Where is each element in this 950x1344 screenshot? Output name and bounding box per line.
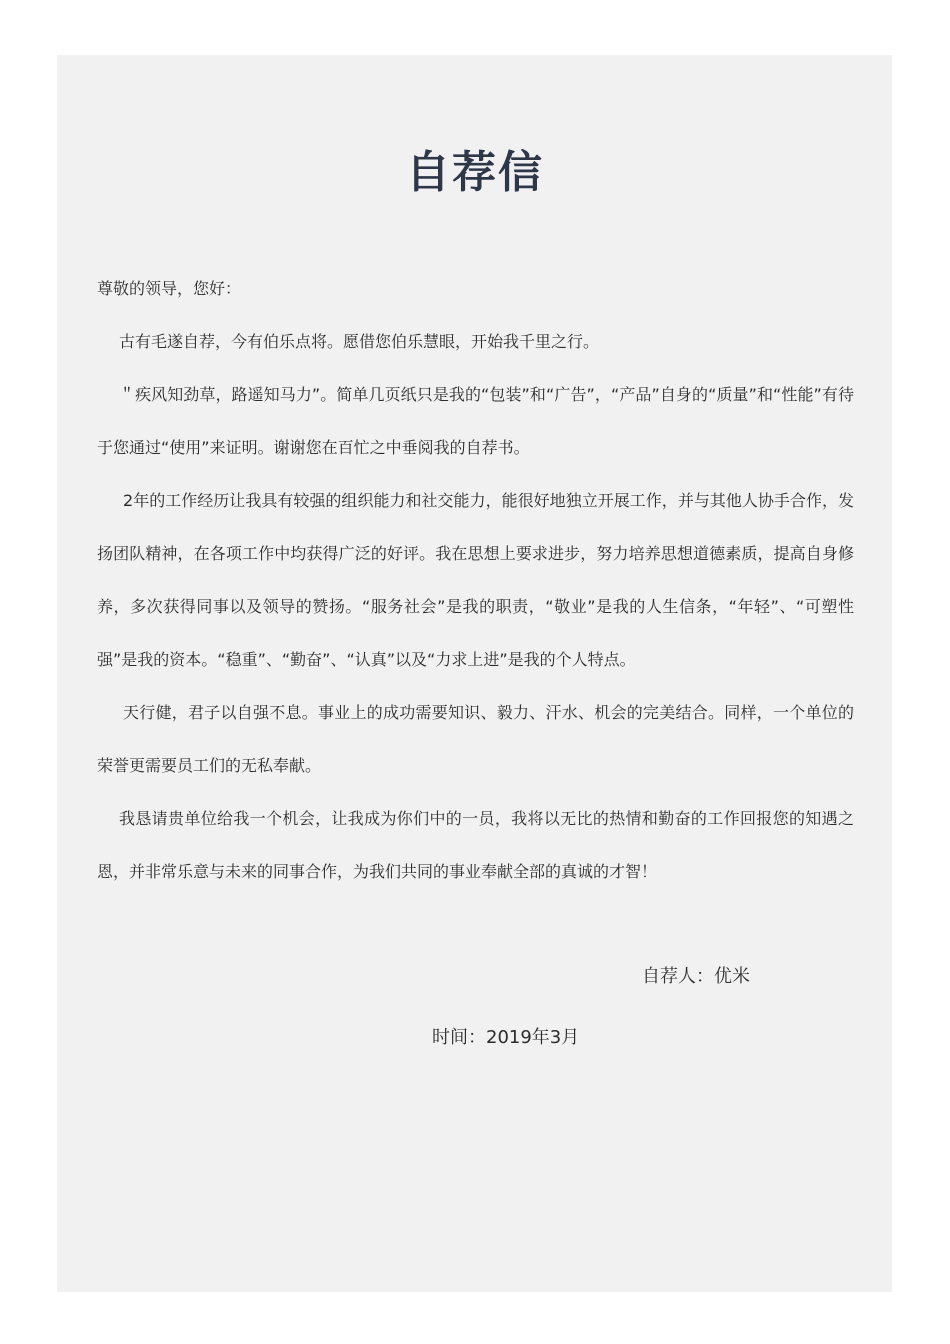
letter-date: 时间：2019年3月 [432,1027,580,1048]
salutation: 尊敬的领导，您好： [97,279,242,298]
letter-body [97,262,854,898]
paragraph-request: 我恳请贵单位给我一个机会，让我成为你们中的一员，我将以无比的热情和勤奋的工作回报您的知遇之恩，并非常乐意与未来的同事合作，为我们共同的事业奉献全部的真诚的才智！ [97,809,854,881]
paragraph-packaging: ＂疾风知劲草，路遥知马力”。简单几页纸只是我的“包装”和“广告”，“产品”自身的“质量”和“性能”有待于您通过“使用”来证明。谢谢您在百忙之中垂阅我的自荐书。 [97,385,854,457]
paragraph-motto: 天行健，君子以自强不息。事业上的成功需要知识、毅力、汗水、机会的完美结合。同样，一个单位的荣誉更需要员工们的无私奉献。 [97,703,854,775]
paragraph-opening: 古有毛遂自荐，今有伯乐点将。愿借您伯乐慧眼，开始我千里之行。 [119,332,600,351]
paragraph-experience: 2年的工作经历让我具有较强的组织能力和社交能力，能很好地独立开展工作，并与其他人协手合作，发扬团队精神，在各项工作中均获得广泛的好评。我在思想上要求进步，努力培养思想道德素质，提高自身修养，多次获得同事以及领导的赞扬。“服务社会”是我的职责，“敬业”是我的人生信条，“年轻”、“可塑性强”是我的资本。“稳重”、“勤奋”、“认真”以及“力求上进”是我的个人特点。 [97,491,854,669]
signature: 自荐人：优米 [642,966,750,987]
letter-title: 自荐信 [406,147,544,198]
